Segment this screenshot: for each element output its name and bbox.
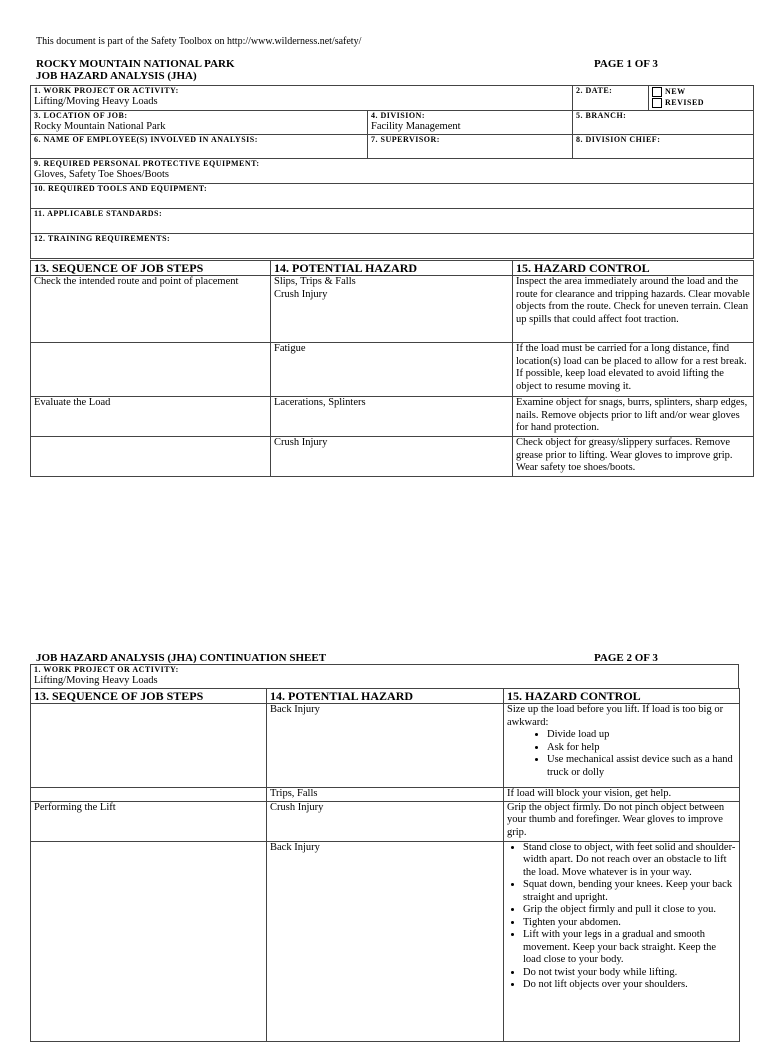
control-cell: Check object for greasy/slippery surfaces. Remove grease prior to lifting. Wear gloves to improve grip. Wear safety toe shoes/boots. bbox=[513, 437, 754, 477]
work-project-continuation bbox=[30, 664, 739, 689]
ppe-label: 9. REQUIRED PERSONAL PROTECTIVE EQUIPMENT: bbox=[34, 159, 260, 168]
hazard-table-page2 bbox=[30, 688, 740, 1042]
column-header-control: 15. HAZARD CONTROL bbox=[504, 689, 740, 704]
jha-header-form bbox=[30, 85, 754, 259]
work-project-label: 1. WORK PROJECT OR ACTIVITY: bbox=[34, 86, 179, 95]
list-item: • Squat down, bending your knees. Keep your back straight and upright. bbox=[523, 879, 736, 904]
table-row bbox=[31, 397, 754, 437]
hazard-cell: Back Injury bbox=[267, 841, 504, 1041]
step-cell: Evaluate the Load bbox=[31, 397, 271, 437]
page-title: JOB HAZARD ANALYSIS (JHA) bbox=[36, 70, 197, 82]
control-cell: If the load must be carried for a long distance, find location(s) load can be placed to allow for a rest break. If possible, keep load elevated to avoid lifting the object to resume moving it. bbox=[513, 343, 754, 397]
standards-cell bbox=[31, 209, 754, 234]
column-header-control: 15. HAZARD CONTROL bbox=[513, 261, 754, 276]
step-cell bbox=[31, 788, 267, 802]
new-revised-cell bbox=[649, 86, 754, 111]
list-item: • Lift with your legs in a gradual and smooth movement. Keep your back straight. Keep the load close to your body. bbox=[523, 929, 736, 967]
date-cell bbox=[573, 86, 649, 111]
hazard-cell: Back Injury bbox=[267, 704, 504, 788]
step-cell bbox=[31, 841, 267, 1041]
training-label: 12. TRAINING REQUIREMENTS: bbox=[34, 234, 171, 243]
hazard-cell bbox=[271, 276, 513, 343]
table-row bbox=[31, 343, 754, 397]
tools-cell bbox=[31, 184, 754, 209]
employees-cell bbox=[31, 135, 368, 159]
control-bullet-list bbox=[507, 842, 736, 992]
table-row bbox=[31, 801, 740, 841]
work-project-label: 1. WORK PROJECT OR ACTIVITY: bbox=[34, 665, 179, 674]
park-name: ROCKY MOUNTAIN NATIONAL PARK bbox=[36, 58, 235, 70]
control-cell: If load will block your vision, get help. bbox=[504, 788, 740, 802]
branch-label: 5. BRANCH: bbox=[576, 111, 627, 120]
step-cell: Check the intended route and point of placement bbox=[31, 276, 271, 343]
location-cell bbox=[31, 111, 368, 135]
control-cell: Inspect the area immediately around the load and the route for clearance and tripping hazards. Clear movable objects from the route. Check for uneven terrain. Clean up spills that could affect foot traction. bbox=[513, 276, 754, 343]
step-cell bbox=[31, 343, 271, 397]
division-cell bbox=[368, 111, 573, 135]
column-header-steps: 13. SEQUENCE OF JOB STEPS bbox=[31, 261, 271, 276]
control-cell: Examine object for snags, burrs, splinters, sharp edges, nails. Remove objects prior to lift and/or wear gloves for hand protection. bbox=[513, 397, 754, 437]
work-project-value: Lifting/Moving Heavy Loads bbox=[34, 96, 158, 107]
control-cell bbox=[504, 704, 740, 788]
revised-checkbox[interactable] bbox=[652, 98, 662, 108]
hazard-cell: Crush Injury bbox=[271, 437, 513, 477]
list-item: • Grip the object firmly and pull it close to you. bbox=[523, 904, 736, 917]
branch-cell bbox=[573, 111, 754, 135]
list-item: • Ask for help bbox=[547, 742, 736, 755]
standards-label: 11. APPLICABLE STANDARDS: bbox=[34, 209, 163, 218]
employees-label: 6. NAME OF EMPLOYEE(S) INVOLVED IN ANALYSIS: bbox=[34, 135, 258, 144]
hazard-cell: Crush Injury bbox=[267, 801, 504, 841]
table-row bbox=[31, 437, 754, 477]
revised-label: REVISED bbox=[665, 98, 705, 108]
hazard-cell: Lacerations, Splinters bbox=[271, 397, 513, 437]
hazard-cell: Fatigue bbox=[271, 343, 513, 397]
hazard-text: Slips, Trips & Falls bbox=[274, 276, 356, 287]
division-value: Facility Management bbox=[371, 121, 461, 132]
control-cell: Grip the object firmly. Do not pinch object between your thumb and forefinger. Wear gloves to improve grip. bbox=[504, 801, 740, 841]
control-intro: Size up the load before you lift. If load is too big or awkward: bbox=[507, 704, 724, 728]
table-row bbox=[31, 841, 740, 1041]
list-item: • Tighten your abdomen. bbox=[523, 917, 736, 930]
location-value: Rocky Mountain National Park bbox=[34, 121, 166, 132]
supervisor-label: 7. SUPERVISOR: bbox=[371, 135, 440, 144]
hazard-text: Crush Injury bbox=[274, 288, 328, 300]
step-cell bbox=[31, 704, 267, 788]
ppe-cell bbox=[31, 159, 754, 184]
ppe-value: Gloves, Safety Toe Shoes/Boots bbox=[34, 169, 169, 180]
step-cell: Performing the Lift bbox=[31, 801, 267, 841]
work-project-cell bbox=[31, 86, 573, 111]
list-item: • Do not lift objects over your shoulders. bbox=[523, 979, 736, 992]
step-cell bbox=[31, 437, 271, 477]
document-source-note: This document is part of the Safety Toolbox on http://www.wilderness.net/safety/ bbox=[36, 36, 362, 47]
tools-label: 10. REQUIRED TOOLS AND EQUIPMENT: bbox=[34, 184, 208, 193]
supervisor-cell bbox=[368, 135, 573, 159]
new-label: NEW bbox=[665, 87, 686, 96]
column-header-hazard: 14. POTENTIAL HAZARD bbox=[267, 689, 504, 704]
control-cell bbox=[504, 841, 740, 1041]
list-item: • Divide load up bbox=[547, 729, 736, 742]
table-row bbox=[31, 704, 740, 788]
list-item: • Stand close to object, with feet solid and shoulder-width apart. Do not reach over an obstacle to lift the load. Move whatever is in your way. bbox=[523, 842, 736, 880]
control-bullet-list bbox=[507, 729, 736, 779]
division-chief-label: 8. DIVISION CHIEF: bbox=[576, 135, 661, 144]
work-project-cell bbox=[31, 665, 739, 689]
division-label: 4. DIVISION: bbox=[371, 111, 426, 120]
date-label: 2. DATE: bbox=[576, 86, 613, 95]
table-row bbox=[31, 788, 740, 802]
hazard-cell: Trips, Falls bbox=[267, 788, 504, 802]
location-label: 3. LOCATION OF JOB: bbox=[34, 111, 128, 120]
list-item: • Use mechanical assist device such as a hand truck or dolly bbox=[547, 754, 736, 779]
new-checkbox[interactable] bbox=[652, 87, 662, 97]
column-header-steps: 13. SEQUENCE OF JOB STEPS bbox=[31, 689, 267, 704]
hazard-table-page1 bbox=[30, 260, 754, 477]
list-item: • Do not twist your body while lifting. bbox=[523, 967, 736, 980]
column-header-hazard: 14. POTENTIAL HAZARD bbox=[271, 261, 513, 276]
page-number-2: PAGE 2 OF 3 bbox=[594, 652, 658, 664]
continuation-title: JOB HAZARD ANALYSIS (JHA) CONTINUATION SHEET bbox=[36, 652, 327, 664]
training-cell bbox=[31, 234, 754, 259]
work-project-value: Lifting/Moving Heavy Loads bbox=[34, 675, 158, 686]
division-chief-cell bbox=[573, 135, 754, 159]
page-number: PAGE 1 OF 3 bbox=[594, 58, 658, 70]
table-row bbox=[31, 276, 754, 343]
